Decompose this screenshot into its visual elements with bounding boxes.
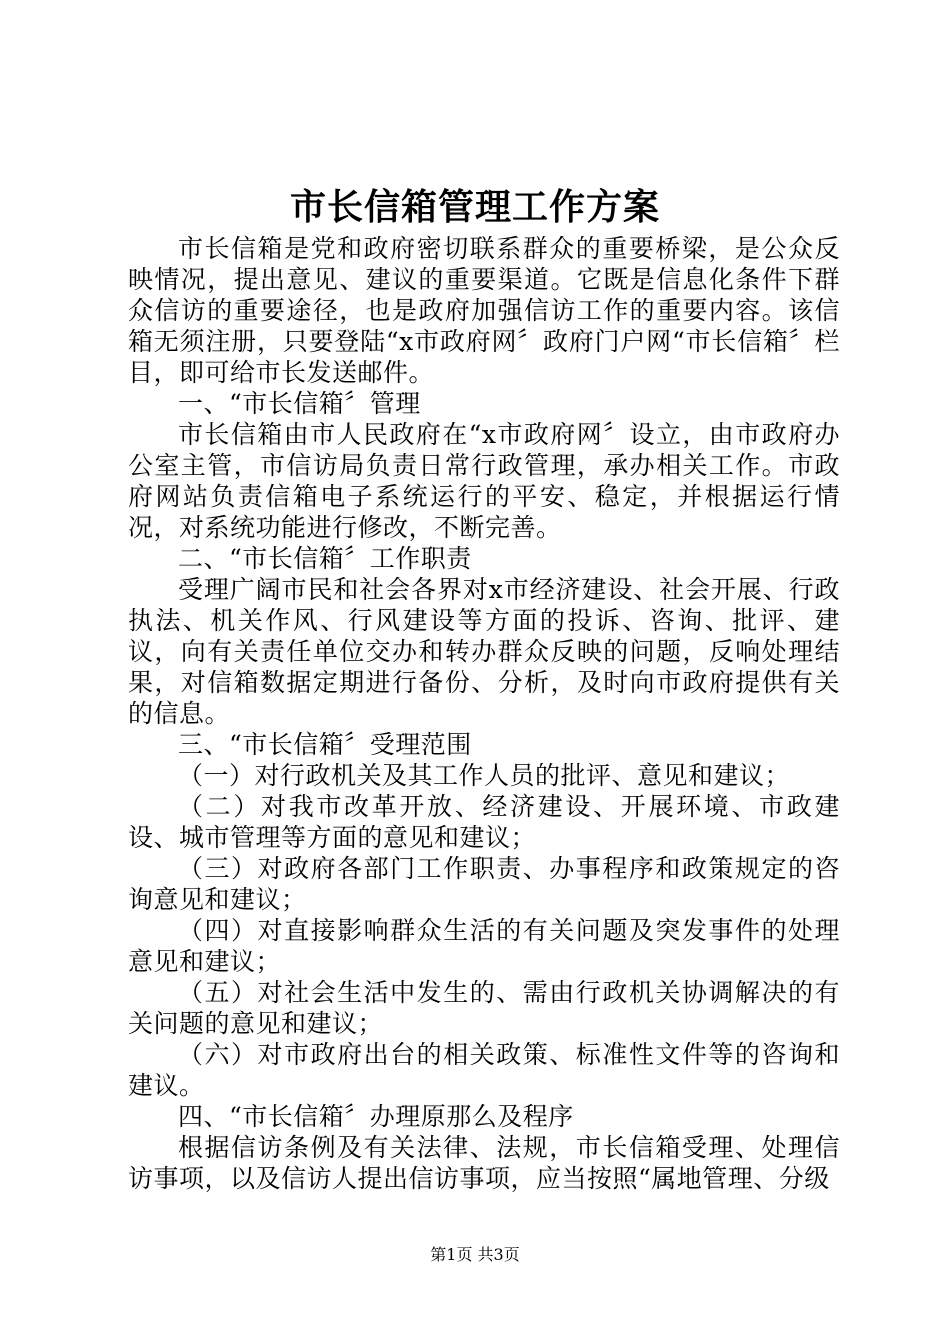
- document-title: 市长信箱管理工作方案: [289, 186, 660, 228]
- scope-item-6: （六）对市政府出台的相关政策、标准性文件等的咨询和建议。: [128, 1040, 840, 1100]
- section-heading-management: 一、“市长信箱〞管理: [178, 389, 421, 418]
- section-heading-duties: 二、“市长信箱〞工作职责: [178, 544, 472, 573]
- scope-item-2: （二）对我市改革开放、经济建设、开展环境、市政建设、城市管理等方面的意见和建议；: [128, 792, 840, 852]
- principles-paragraph: 根据信访条例及有关法律、法规，市长信箱受理、处理信访事项，以及信访人提出信访事项，应当按照“属地管理、分级: [128, 1133, 840, 1193]
- section-heading-scope: 三、“市长信箱〞受理范围: [178, 730, 472, 759]
- section-heading-principles: 四、“市长信箱〞办理原那么及程序: [178, 1102, 574, 1131]
- scope-item-3: （三）对政府各部门工作职责、办事程序和政策规定的咨询意见和建议；: [128, 854, 840, 914]
- intro-paragraph: 市长信箱是党和政府密切联系群众的重要桥梁，是公众反映情况，提出意见、建议的重要渠道。它既是信息化条件下群众信访的重要途径，也是政府加强信访工作的重要内容。该信箱无须注册，只要登陆“x市政府网〞政府门户网“市长信箱〞栏目，即可给市长发送邮件。: [128, 234, 840, 387]
- management-paragraph: 市长信箱由市人民政府在“x市政府网〞设立，由市政府办公室主管，市信访局负责日常行政管理，承办相关工作。市政府网站负责信箱电子系统运行的平安、稳定，并根据运行情况，对系统功能进行修改，不断完善。: [128, 420, 840, 542]
- scope-item-1: （一）对行政机关及其工作人员的批评、意见和建议；: [178, 761, 791, 790]
- duties-paragraph: 受理广阔市民和社会各界对x市经济建设、社会开展、行政执法、机关作风、行风建设等方面的投诉、咨询、批评、建议，向有关责任单位交办和转办群众反映的问题，反响处理结果，对信箱数据定期进行备份、分析，及时向市政府提供有关的信息。: [128, 575, 840, 728]
- page-footer: 第1页 共3页: [430, 1245, 520, 1264]
- scope-item-5: （五）对社会生活中发生的、需由行政机关协调解决的有关问题的意见和建议；: [128, 978, 840, 1038]
- document-body: [128, 233, 840, 1194]
- scope-item-4: （四）对直接影响群众生活的有关问题及突发事件的处理意见和建议；: [128, 916, 840, 976]
